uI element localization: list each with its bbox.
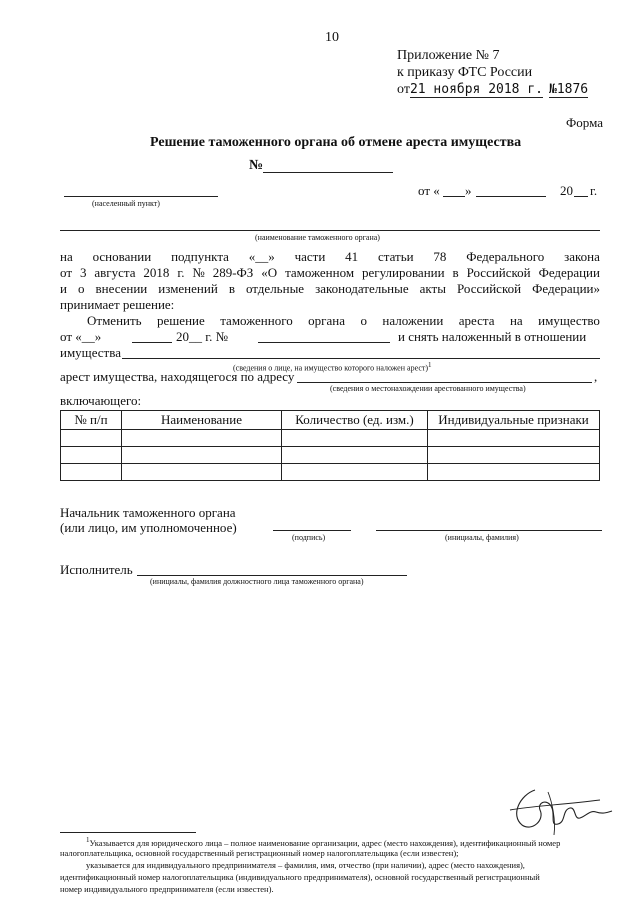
body-word: 289-ФЗ [212, 265, 254, 280]
body-word: № [192, 265, 205, 280]
body-word: таможенном [285, 265, 355, 280]
footnote-line-1 [86, 836, 560, 848]
body-word: части [294, 249, 326, 264]
body-word: в [452, 265, 459, 280]
body-word: подпункта [171, 249, 229, 264]
appendix-order-number: №1876 [549, 82, 589, 97]
body-line-4: принимает решение: [60, 297, 175, 312]
signature-caption: (подпись) [292, 533, 326, 542]
appendix-line-1: Приложение № 7 [397, 48, 500, 63]
body-word: на [509, 313, 523, 328]
date-day-line [443, 196, 465, 197]
executor-caption: (инициалы, фамилия должностного лица таможенного органа) [150, 577, 364, 586]
body-word: ареста [458, 313, 495, 328]
footnote-ref: 1 [428, 361, 432, 369]
table-cell [61, 447, 122, 464]
table-cell [428, 447, 600, 464]
decision-number-line [258, 342, 390, 343]
body-line-8: арест имущества, находящегося по адресу [60, 369, 295, 384]
executor-label: Исполнитель [60, 562, 133, 577]
body-word: Федерации [538, 265, 600, 280]
table-row [61, 430, 600, 447]
footnote-line-2: налогоплательщика, основной государственный регистрационный номер налогоплательщика (если известен); [60, 848, 459, 858]
table-row [61, 464, 600, 481]
body-word: статьи [377, 249, 414, 264]
settlement-line [64, 196, 218, 197]
head-line-2: (или лицо, им уполномоченное) [60, 520, 237, 535]
header-name: Наименование [122, 411, 282, 430]
appendix-date: 21 ноября 2018 г. [409, 82, 543, 97]
address-comma: , [594, 369, 598, 384]
body-word: г. [177, 265, 185, 280]
person-caption-text: (сведения о лице, на имущество которого наложен арест) [233, 363, 429, 373]
initials-line [376, 530, 602, 531]
footnote-text-1: Указывается для юридического лица – полное наименование организации, адрес (место нахождения), идентификационный номер [89, 837, 561, 848]
table-cell [282, 447, 428, 464]
table-cell [428, 464, 600, 481]
body-line-2 [60, 265, 600, 281]
person-line [122, 358, 600, 359]
body-word: на [60, 249, 73, 264]
body-word: 41 [345, 249, 359, 264]
date-month-line [476, 196, 546, 197]
signature-line [273, 530, 351, 531]
body-word: 78 [433, 249, 447, 264]
body-word: органа [308, 313, 345, 328]
customs-caption: (наименование таможенного органа) [255, 233, 380, 242]
header-number: № п/п [61, 411, 122, 430]
body-line-6c: и снять наложенный в отношении [398, 329, 587, 344]
form-label: Форма [566, 115, 603, 130]
footnote-marker: 1 [86, 836, 90, 844]
handwritten-signature [500, 780, 615, 840]
footnote-line-3: указывается для индивидуального предпринимателя – фамилия, имя, отчество (при наличии), адрес (место нахождения), [86, 860, 525, 870]
appendix-line-2: к приказу ФТС России [397, 65, 533, 80]
body-line-3 [60, 281, 600, 297]
initials-caption: (инициалы, фамилия) [445, 533, 519, 542]
address-caption: (сведения о местонахождении арестованного имущества) [330, 384, 526, 393]
body-word: внесении [95, 281, 148, 296]
head-line-1: Начальник таможенного органа [60, 505, 236, 520]
number-sign: № [249, 158, 264, 173]
body-word: таможенного [220, 313, 293, 328]
body-word: и [60, 281, 67, 296]
date-suffix: г. [590, 183, 598, 198]
body-word: имущество [538, 313, 600, 328]
body-line-6b: 20__ г. № [176, 329, 229, 344]
body-word: о [77, 281, 85, 296]
body-word: Российской [457, 281, 522, 296]
customs-line [60, 230, 600, 231]
table-header-row [61, 411, 600, 430]
table-cell [122, 464, 282, 481]
body-word: наложении [382, 313, 444, 328]
body-line-9: включающего: [60, 393, 142, 408]
table-cell [282, 464, 428, 481]
body-word: законодательные [315, 281, 409, 296]
footnote-separator [60, 832, 196, 833]
address-line [297, 382, 592, 383]
items-table [60, 410, 600, 481]
table-cell [61, 464, 122, 481]
body-word: от [60, 265, 73, 280]
date-year-line [574, 196, 588, 197]
table-row [61, 447, 600, 464]
date-prefix: от « [418, 183, 440, 198]
settlement-caption: (населенный пункт) [92, 199, 160, 208]
table-cell [122, 430, 282, 447]
body-word: отдельные [245, 281, 305, 296]
footnote-line-4: идентификационный номер налогоплательщика (индивидуального предпринимателя), основной государственный регистрационный [60, 872, 540, 882]
body-word: 3 [79, 265, 87, 280]
body-word: закона [564, 249, 600, 264]
header-quantity: Количество (ед. изм.) [282, 411, 428, 430]
footnote-line-5: номер индивидуального предпринимателя (если известен). [60, 884, 274, 894]
body-line-6a: от «__» [60, 329, 102, 344]
appendix-line-3 [397, 82, 588, 98]
appendix-date-prefix: от [397, 82, 410, 97]
page-number: 10 [325, 30, 339, 45]
body-word: основании [92, 249, 152, 264]
body-word: акты [419, 281, 446, 296]
body-word: «__» [248, 249, 275, 264]
decision-date-line [132, 342, 172, 343]
table-cell [428, 430, 600, 447]
header-features: Индивидуальные признаки [428, 411, 600, 430]
body-word: в [228, 281, 235, 296]
body-line-5 [87, 313, 600, 329]
body-word: Российской [466, 265, 531, 280]
number-line [263, 172, 393, 173]
executor-line [137, 575, 407, 576]
body-word: Федерального [466, 249, 545, 264]
body-line-7: имущества [60, 345, 121, 360]
date-year: 20 [560, 183, 573, 198]
table-cell [282, 430, 428, 447]
body-word: августа [94, 265, 136, 280]
body-word: Отменить [87, 313, 142, 328]
body-word: решение [157, 313, 205, 328]
body-word: «О [261, 265, 278, 280]
body-word: Федерации» [532, 281, 600, 296]
body-word: о [360, 313, 367, 328]
table-cell [61, 430, 122, 447]
table-cell [122, 447, 282, 464]
document-title: Решение таможенного органа об отмене ареста имущества [150, 135, 522, 150]
body-word: 2018 [143, 265, 170, 280]
date-mid: » [465, 183, 472, 198]
body-line-1 [60, 249, 600, 265]
body-word: изменений [158, 281, 218, 296]
body-word: регулировании [361, 265, 445, 280]
